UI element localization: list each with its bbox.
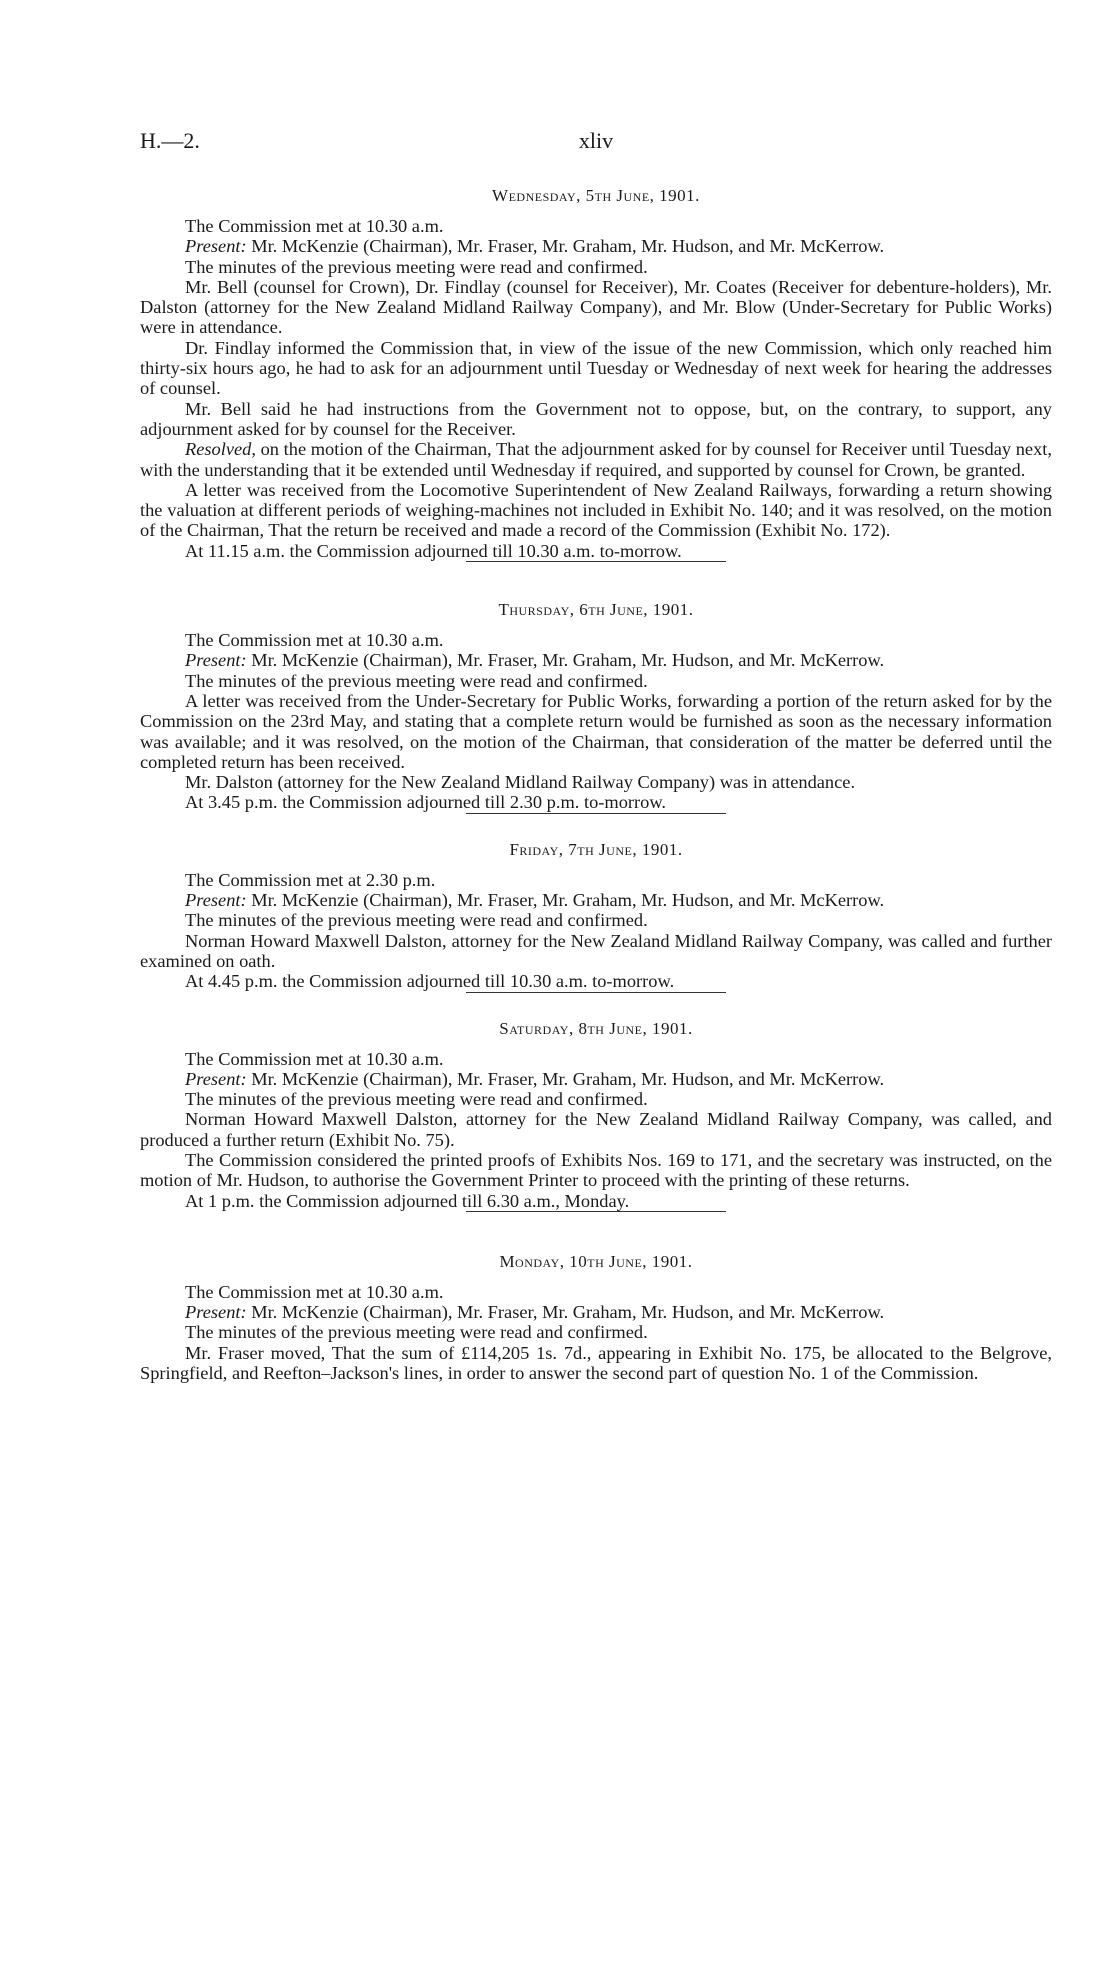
paragraph-text: A letter was received from the Under-Secretary for Public Works, forwarding a portion of the return asked for by the Commission on the 23rd May, and stating that a complete return would be furnished as soon as the necessary information was available; and it was resolved, on the motion of the Chairman, that consideration of the matter be deferred until the completed return has been received. bbox=[140, 690, 1052, 772]
paragraph-text: The Commission met at 10.30 a.m. bbox=[185, 630, 444, 651]
minutes-section-saturday bbox=[140, 1019, 1052, 1211]
minutes-section-thursday bbox=[140, 600, 1052, 813]
paragraph bbox=[140, 772, 1052, 792]
paragraph bbox=[140, 257, 1052, 277]
paragraph bbox=[140, 1049, 1052, 1069]
resolved-label: Resolved, bbox=[185, 439, 256, 460]
paragraph bbox=[140, 480, 1052, 541]
paragraph bbox=[140, 216, 1052, 236]
page-number: xliv bbox=[578, 128, 614, 153]
section-date-heading: Saturday, 8th June, 1901. bbox=[499, 1018, 693, 1038]
minutes-section-monday bbox=[140, 1252, 1052, 1383]
paragraph-text: Mr. McKenzie (Chairman), Mr. Fraser, Mr. Graham, Mr. Hudson, and Mr. McKerrow. bbox=[246, 236, 885, 257]
section-divider bbox=[466, 992, 726, 993]
paragraph-text: The Commission met at 10.30 a.m. bbox=[185, 1048, 444, 1069]
paragraph-text: Mr. Bell (counsel for Crown), Dr. Findlay (counsel for Receiver), Mr. Coates (Receiver for debenture-holders), Mr. Dalston (attorney for the New Zealand Midland Railway Company), and Mr. Blow (Under-Secretary for Public Works) were in attendance. bbox=[140, 276, 1052, 338]
paragraph-text: Mr. McKenzie (Chairman), Mr. Fraser, Mr. Graham, Mr. Hudson, and Mr. McKerrow. bbox=[246, 1302, 885, 1323]
paragraph-text: Norman Howard Maxwell Dalston, attorney for the New Zealand Midland Railway Company, was called, and produced a further return (Exhibit No. 75). bbox=[140, 1109, 1052, 1150]
paragraph bbox=[140, 1109, 1052, 1150]
paragraph bbox=[140, 870, 1052, 890]
paragraph-text: on the motion of the Chairman, That the adjournment asked for by counsel for Receiver until Tuesday next, with the understanding that it be extended until Wednesday if required, and supported by counsel for Crown, be granted. bbox=[140, 439, 1052, 480]
document-page bbox=[140, 128, 1052, 1383]
paragraph-text: Mr. McKenzie (Chairman), Mr. Fraser, Mr. Graham, Mr. Hudson, and Mr. McKerrow. bbox=[246, 650, 885, 671]
paragraph bbox=[140, 1302, 1052, 1322]
paragraph bbox=[140, 890, 1052, 910]
paragraph-text: Mr. McKenzie (Chairman), Mr. Fraser, Mr. Graham, Mr. Hudson, and Mr. McKerrow. bbox=[246, 890, 885, 911]
section-date-heading: Friday, 7th June, 1901. bbox=[509, 839, 683, 859]
paragraph bbox=[140, 671, 1052, 691]
minutes-section-friday bbox=[140, 840, 1052, 992]
paragraph bbox=[140, 399, 1052, 440]
paragraph-text: The minutes of the previous meeting were read and confirmed. bbox=[185, 670, 648, 691]
paragraph bbox=[140, 236, 1052, 256]
paragraph-text: Norman Howard Maxwell Dalston, attorney for the New Zealand Midland Railway Company, was called and further examined on oath. bbox=[140, 930, 1052, 971]
paper-reference: H.—2. bbox=[140, 128, 200, 153]
paragraph bbox=[140, 910, 1052, 930]
paragraph-text: Dr. Findlay informed the Commission that, in view of the issue of the new Commission, which only reached him thirty-six hours ago, he had to ask for an adjournment until Tuesday or Wednesday of next week for hearing the addresses of counsel. bbox=[140, 337, 1052, 399]
present-label: Present: bbox=[185, 236, 247, 257]
paragraph bbox=[140, 1089, 1052, 1109]
paragraph bbox=[140, 650, 1052, 670]
paragraph-text: Mr. Fraser moved, That the sum of £114,205 1s. 7d., appearing in Exhibit No. 175, be allocated to the Belgrove, Springfield, and Reefton–Jackson's lines, in order to answer the second part of question No. 1 of the Commission. bbox=[140, 1342, 1052, 1384]
section-divider bbox=[466, 1211, 726, 1212]
present-label: Present: bbox=[185, 650, 247, 671]
paragraph bbox=[140, 541, 1052, 561]
paragraph bbox=[140, 1322, 1052, 1342]
paragraph bbox=[140, 691, 1052, 772]
paragraph-text: Mr. Bell said he had instructions from the Government not to oppose, but, on the contrary, to support, any adjournment asked for by counsel for the Receiver. bbox=[140, 398, 1052, 439]
section-date-heading: Monday, 10th June, 1901. bbox=[499, 1251, 693, 1271]
paragraph bbox=[140, 338, 1052, 399]
paragraph bbox=[140, 1150, 1052, 1191]
minutes-section-wednesday bbox=[140, 186, 1052, 561]
paragraph-text: The minutes of the previous meeting were read and confirmed. bbox=[185, 1089, 648, 1110]
paragraph bbox=[140, 1343, 1052, 1384]
paragraph bbox=[140, 1191, 1052, 1211]
page-header bbox=[140, 128, 1052, 158]
paragraph bbox=[140, 277, 1052, 338]
paragraph-text: At 3.45 p.m. the Commission adjourned till 2.30 p.m. to-morrow. bbox=[185, 792, 667, 813]
paragraph bbox=[140, 792, 1052, 812]
paragraph-text: The Commission met at 10.30 a.m. bbox=[185, 216, 444, 236]
paragraph bbox=[140, 971, 1052, 991]
section-divider bbox=[466, 561, 726, 562]
present-label: Present: bbox=[185, 1068, 247, 1089]
paragraph bbox=[140, 630, 1052, 650]
paragraph bbox=[140, 439, 1052, 480]
paragraph-text: Mr. McKenzie (Chairman), Mr. Fraser, Mr. Graham, Mr. Hudson, and Mr. McKerrow. bbox=[246, 1068, 885, 1089]
paragraph bbox=[140, 931, 1052, 972]
paragraph-text: At 4.45 p.m. the Commission adjourned till 10.30 a.m. to-morrow. bbox=[185, 971, 675, 992]
paragraph-text: The Commission considered the printed proofs of Exhibits Nos. 169 to 171, and the secretary was instructed, on the motion of Mr. Hudson, to authorise the Government Printer to proceed with the printing of these returns. bbox=[140, 1149, 1052, 1191]
paragraph-text: The minutes of the previous meeting were read and confirmed. bbox=[185, 256, 648, 277]
paragraph-text: The Commission met at 2.30 p.m. bbox=[185, 869, 436, 890]
section-date-heading: Wednesday, 5th June, 1901. bbox=[492, 186, 700, 205]
paragraph-text: A letter was received from the Locomotive Superintendent of New Zealand Railways, forwarding a return showing the valuation at different periods of weighing-machines not included in Exhibit No. 140; and it was resolved, on the motion of the Chairman, That the return be received and made a record of the Commission (Exhibit No. 172). bbox=[140, 479, 1052, 541]
paragraph-text: At 1 p.m. the Commission adjourned till 6.30 a.m., Monday. bbox=[185, 1190, 630, 1211]
present-label: Present: bbox=[185, 890, 247, 911]
paragraph bbox=[140, 1282, 1052, 1302]
paragraph bbox=[140, 1069, 1052, 1089]
section-divider bbox=[466, 813, 726, 814]
paragraph-text: The minutes of the previous meeting were read and confirmed. bbox=[185, 910, 648, 931]
paragraph-text: At 11.15 a.m. the Commission adjourned till 10.30 a.m. to-morrow. bbox=[185, 540, 682, 561]
paragraph-text: The Commission met at 10.30 a.m. bbox=[185, 1281, 444, 1302]
section-date-heading: Thursday, 6th June, 1901. bbox=[498, 600, 694, 620]
paragraph-text: The minutes of the previous meeting were read and confirmed. bbox=[185, 1322, 648, 1343]
paragraph-text: Mr. Dalston (attorney for the New Zealand Midland Railway Company) was in attendance. bbox=[185, 772, 856, 793]
present-label: Present: bbox=[185, 1302, 247, 1323]
